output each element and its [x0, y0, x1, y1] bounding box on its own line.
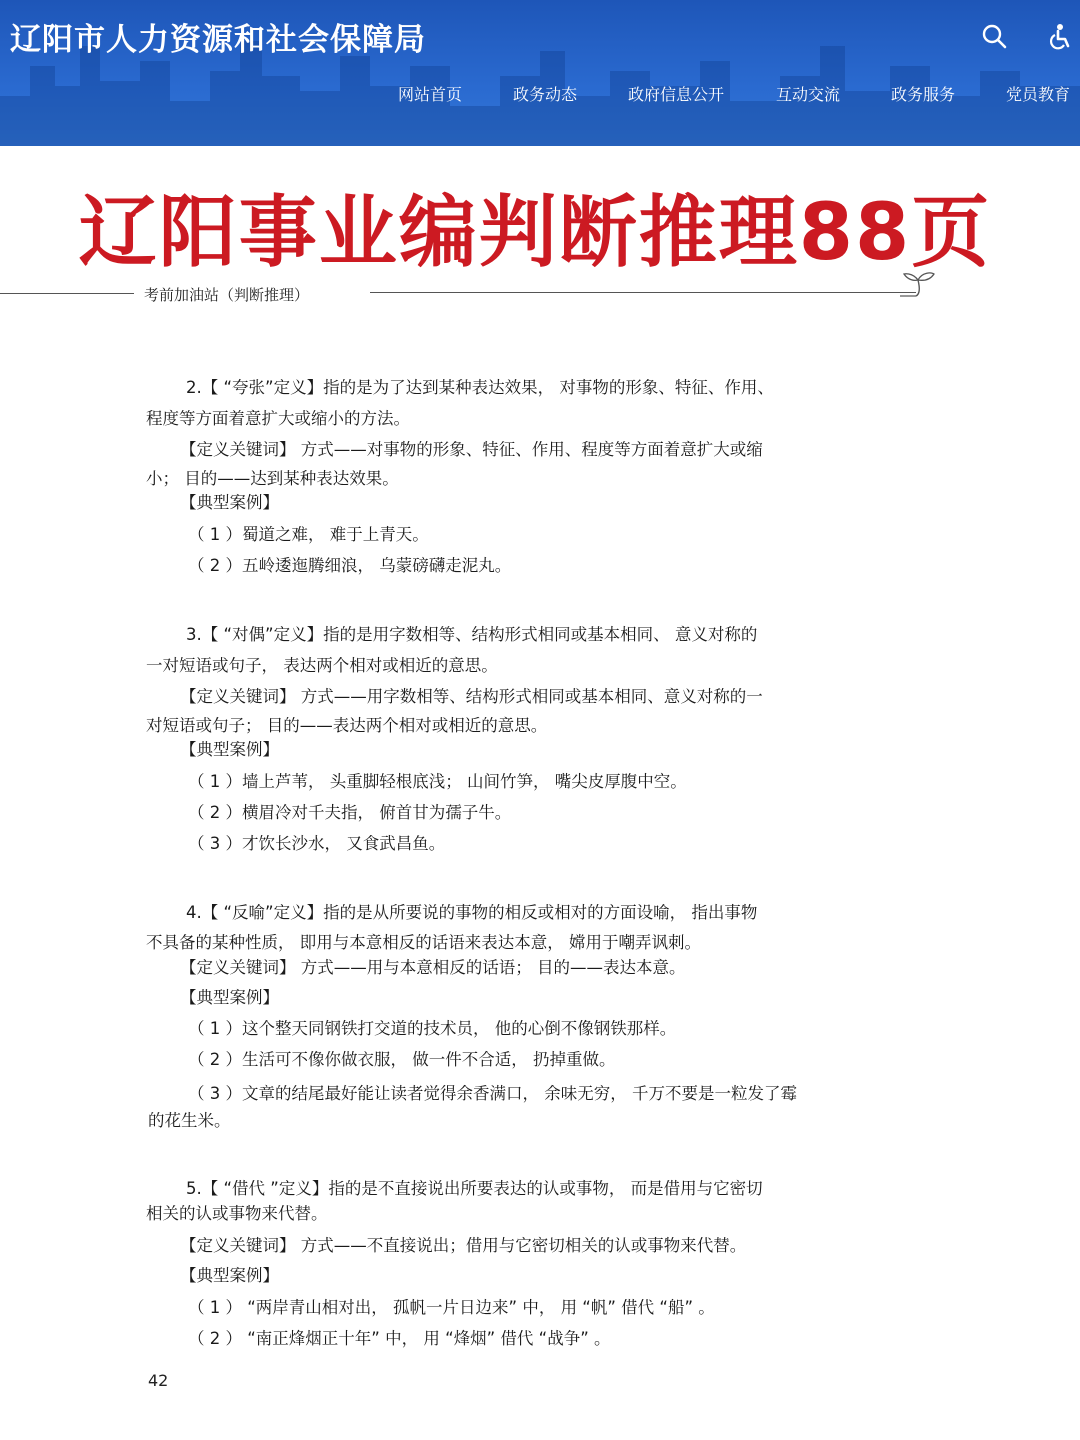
- text-line: （ 2 ）横眉冷对千夫指， 俯首甘为孺子牛。: [188, 803, 512, 822]
- text-line: 的花生米。: [148, 1111, 231, 1130]
- text-line: 5.【 “借代 ”定义】指的是不直接说出所要表达的认或事物， 而是借用与它密切: [186, 1179, 763, 1198]
- text-line: 3.【 “对偶”定义】指的是用字数相等、结构形式相同或基本相同、 意义对称的: [186, 625, 758, 644]
- text-line: 【定义关键词】 方式——用与本意相反的话语； 目的——表达本意。: [180, 958, 686, 977]
- text-line: 2.【 “夸张”定义】指的是为了达到某种表达效果， 对事物的形象、特征、作用、: [186, 378, 774, 397]
- text-line: 【典型案例】: [180, 740, 279, 759]
- text-line: 【典型案例】: [180, 1266, 279, 1285]
- nav-services[interactable]: 政务服务: [891, 85, 956, 104]
- text-line: （ 1 ）墙上芦苇， 头重脚轻根底浅； 山间竹笋， 嘴尖皮厚腹中空。: [188, 772, 687, 791]
- nav-news[interactable]: 政务动态: [513, 85, 578, 104]
- text-line: 4.【 “反喻”定义】指的是从所要说的事物的相反或相对的方面设喻， 指出事物: [186, 903, 758, 922]
- divider-left: [0, 293, 134, 294]
- text-line: （ 2 ） “南正烽烟正十年” 中， 用 “烽烟” 借代 “战争” 。: [188, 1329, 611, 1348]
- text-line: 对短语或句子； 目的——表达两个相对或相近的意思。: [146, 716, 548, 735]
- text-line: 程度等方面着意扩大或缩小的方法。: [146, 409, 410, 428]
- text-line: 【典型案例】: [180, 493, 279, 512]
- nav-home[interactable]: 网站首页: [398, 85, 463, 104]
- text-line: 【定义关键词】 方式——不直接说出；借用与它密切相关的认或事物来代替。: [180, 1236, 747, 1255]
- nav-party-education[interactable]: 党员教育: [1006, 85, 1071, 104]
- site-title[interactable]: 辽阳市人力资源和社会保障局: [10, 22, 426, 58]
- text-line: 【典型案例】: [180, 988, 279, 1007]
- text-line: 相关的认或事物来代替。: [146, 1204, 328, 1223]
- section-caption: 考前加油站（判断推理）: [144, 286, 310, 304]
- text-line: （ 1 ）蜀道之难， 难于上青天。: [188, 525, 429, 544]
- text-line: 【定义关键词】 方式——用字数相等、结构形式相同或基本相同、意义对称的一: [180, 687, 763, 706]
- text-line: （ 1 ）这个整天同钢铁打交道的技术员， 他的心倒不像钢铁那样。: [188, 1019, 677, 1038]
- text-line: （ 1 ） “两岸青山相对出， 孤帆一片日边来” 中， 用 “帆” 借代 “船” 。: [188, 1298, 715, 1317]
- document-title: 辽阳事业编判断推理88页: [78, 188, 992, 278]
- text-line: 一对短语或句子， 表达两个相对或相近的意思。: [146, 656, 498, 675]
- page-number: 42: [148, 1371, 169, 1390]
- divider-right: [370, 292, 916, 293]
- text-line: （ 2 ）生活可不像你做衣服， 做一件不合适， 扔掉重做。: [188, 1050, 616, 1069]
- text-line: 小； 目的——达到某种表达效果。: [146, 469, 399, 488]
- text-line: 不具备的某种性质， 即用与本意相反的话语来表达本意， 嫦用于嘲弄讽刺。: [146, 933, 701, 952]
- nav-info-disclosure[interactable]: 政府信息公开: [628, 85, 725, 104]
- text-line: （ 2 ）五岭逶迤腾细浪， 乌蒙磅礴走泥丸。: [188, 556, 512, 575]
- nav-interaction[interactable]: 互动交流: [776, 85, 841, 104]
- accessibility-icon[interactable]: [1048, 22, 1076, 50]
- main-nav: [0, 82, 1080, 108]
- text-line: （ 3 ）文章的结尾最好能让读者觉得余香满口， 余味无穷， 千万不要是一粒发了霉: [188, 1084, 797, 1103]
- text-line: （ 3 ）才饮长沙水， 又食武昌鱼。: [188, 834, 446, 853]
- text-line: 【定义关键词】 方式——对事物的形象、特征、作用、程度等方面着意扩大或缩: [180, 440, 763, 459]
- sprout-icon: [900, 266, 940, 298]
- search-icon[interactable]: [980, 22, 1008, 50]
- site-header: [0, 0, 1080, 146]
